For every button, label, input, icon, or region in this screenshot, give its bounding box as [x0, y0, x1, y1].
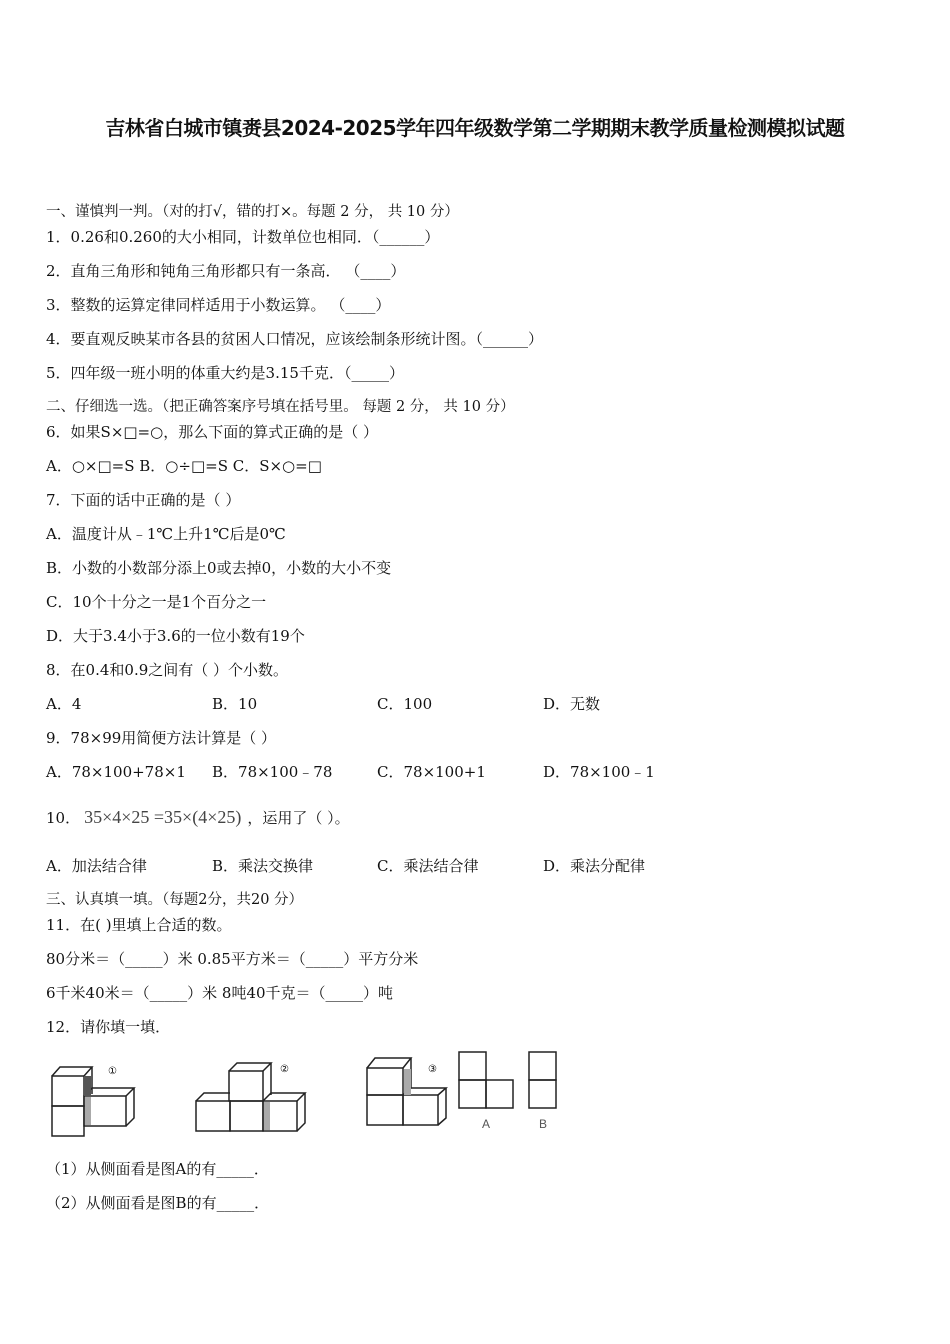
- figure-label-2: ②: [280, 1064, 289, 1075]
- question-8-option-d: D．无数: [543, 695, 601, 713]
- question-7-option-c: C．10个十分之一是1个百分之一: [46, 593, 267, 611]
- question-8-option-a: A．4: [46, 695, 82, 713]
- section-2-header: 二、仔细选一选。（把正确答案序号填在括号里。 每题 2 分， 共 10 分）: [46, 399, 515, 415]
- question-10-option-a: A．加法结合律: [46, 857, 147, 875]
- question-9-option-d: D．78×100﹣1: [543, 763, 655, 781]
- page-title: 吉林省白城市镇赉县2024-2025学年四年级数学第二学期期末教学质量检测模拟试题: [105, 116, 845, 140]
- figure-label-1: ①: [108, 1066, 117, 1077]
- view-figure-a: [455, 1048, 517, 1136]
- question-11: 11．在( )里填上合适的数。: [46, 916, 232, 934]
- question-8-option-c: C．100: [377, 695, 433, 713]
- question-12-part-1: （1）从侧面看是图A的有_____．: [46, 1160, 269, 1178]
- question-7: 7．下面的话中正确的是（ ）: [46, 491, 241, 509]
- view-label-b: B: [539, 1117, 548, 1131]
- question-8-option-b: B．10: [212, 695, 258, 713]
- question-7-option-b: B．小数的小数部分添上0或去掉0，小数的大小不变: [46, 559, 392, 577]
- view-figure-b: [525, 1048, 561, 1136]
- question-9: 9．78×99用简便方法计算是（ ）: [46, 729, 277, 747]
- cube-figure-1: [46, 1058, 146, 1143]
- question-12: 12．请你填一填．: [46, 1018, 171, 1036]
- question-7-option-a: A．温度计从﹣1℃上升1℃后是0℃: [46, 525, 286, 543]
- question-10-tail: ，运用了（ ）。: [247, 809, 350, 827]
- question-12-part-2: （2）从侧面看是图B的有_____．: [46, 1194, 270, 1212]
- question-10-option-d: D．乘法分配律: [543, 857, 646, 875]
- question-10-number: 10．: [46, 809, 81, 827]
- section-1-header: 一、谨慎判一判。（对的打√，错的打×。每题 2 分， 共 10 分）: [46, 204, 459, 220]
- question-1: 1．0.26和0.260的大小相同，计数单位也相同．（______）: [46, 228, 440, 246]
- question-6: 6．如果S×□=○，那么下面的算式正确的是（ ）: [46, 423, 378, 441]
- question-8: 8．在0.4和0.9之间有（ ）个小数。: [46, 661, 289, 679]
- question-6-options: A．○×□=S B．○÷□=S C．S×○=□: [46, 457, 322, 475]
- view-label-a: A: [482, 1117, 491, 1131]
- question-10-formula: 35×4×25 =35×(4×25): [84, 807, 242, 827]
- cube-figure-3: [360, 1050, 450, 1135]
- section-3-header: 三、认真填一填。（每题2分，共20 分）: [46, 892, 304, 908]
- question-9-option-a: A．78×100+78×1: [46, 763, 186, 781]
- cube-figure-2: [190, 1058, 320, 1143]
- question-10-option-c: C．乘法结合律: [377, 857, 479, 875]
- question-7-option-d: D．大于3.4小于3.6的一位小数有19个: [46, 627, 305, 645]
- question-3: 3．整数的运算定律同样适用于小数运算。 （____）: [46, 296, 391, 314]
- question-11-line-2: 6千米40米＝（_____）米 8吨40千克＝（_____）吨: [46, 984, 394, 1002]
- question-9-option-c: C．78×100+1: [377, 763, 486, 781]
- question-9-option-b: B．78×100﹣78: [212, 763, 333, 781]
- question-11-line-1: 80分米＝（_____）米 0.85平方米＝（_____）平方分米: [46, 950, 419, 968]
- question-5: 5．四年级一班小明的体重大约是3.15千克．（_____）: [46, 364, 404, 382]
- figure-label-3: ③: [428, 1064, 437, 1075]
- question-10: [46, 807, 350, 828]
- question-4: 4．要直观反映某市各县的贫困人口情况，应该绘制条形统计图。（______）: [46, 330, 544, 348]
- question-2: 2．直角三角形和钝角三角形都只有一条高． （____）: [46, 262, 406, 280]
- question-10-option-b: B．乘法交换律: [212, 857, 314, 875]
